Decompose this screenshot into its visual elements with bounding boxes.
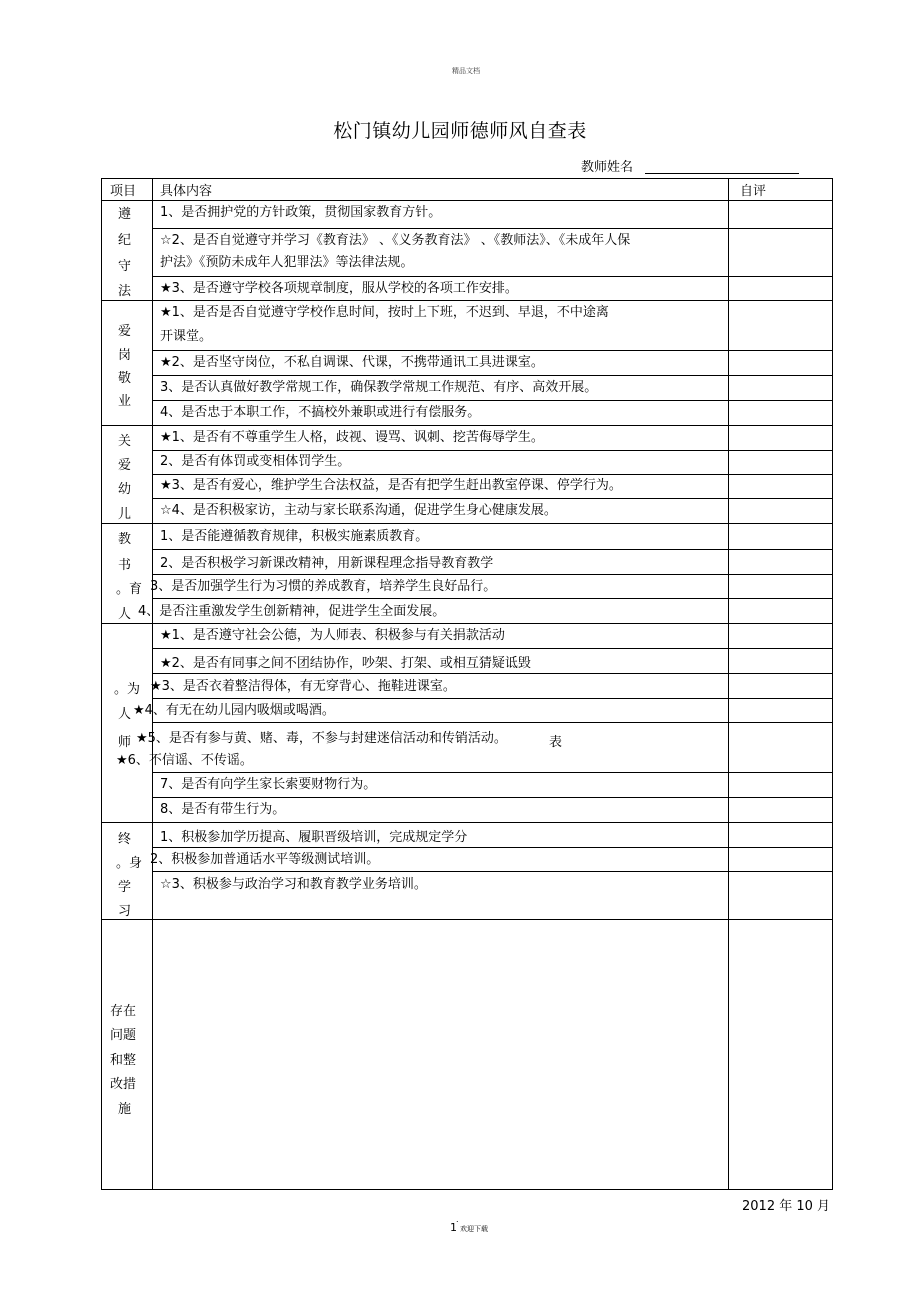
project-char: 岗 xyxy=(118,348,132,363)
content-item: ★1、是否有不尊重学生人格，歧视、谩骂、讽刺、挖苦侮辱学生。 xyxy=(160,430,544,445)
project-char: 敬 xyxy=(118,371,132,386)
project-char: 改措 xyxy=(110,1077,137,1092)
content-item: ★1、是否是否自觉遵守学校作息时间，按时上下班，不迟到、早退，不中途离 xyxy=(160,305,609,320)
project-char: 习 xyxy=(118,904,132,919)
table-row-line xyxy=(152,772,832,773)
project-char: 人 xyxy=(118,607,132,622)
table-row-line xyxy=(152,871,832,872)
table-row-line xyxy=(101,425,832,426)
content-item: ☆2、是否自觉遵守并学习《教育法》 、《义务教育法》 、《教师法》、《未成年人保 xyxy=(160,233,631,248)
table-row-line xyxy=(152,450,832,451)
content-item: ★5、是否有参与黄、赌、毒，不参与封建迷信活动和传销活动。 xyxy=(136,731,507,746)
project-char: 儿 xyxy=(118,507,132,522)
project-char: 施 xyxy=(118,1102,132,1117)
project-char: 终 xyxy=(118,832,132,847)
content-item: 2、是否积极学习新课改精神，用新课程理念指导教育教学 xyxy=(160,556,494,571)
header-tag: 精品文档 xyxy=(452,67,480,75)
content-item: ☆4、是否积极家访，主动与家长联系沟通，促进学生身心健康发展。 xyxy=(160,503,557,518)
project-char: 关 xyxy=(118,434,132,449)
page-note: 欢迎下载 xyxy=(460,1225,488,1233)
table-row-line xyxy=(152,847,832,848)
table-row-line xyxy=(152,350,832,351)
content-item: 2、积极参加普通话水平等级测试培训。 xyxy=(150,852,380,867)
table-border-right xyxy=(832,178,833,1190)
col-header-project: 项目 xyxy=(110,184,137,199)
table-row-line xyxy=(152,474,832,475)
content-item: ★6、不信谣、不传谣。 xyxy=(116,753,253,768)
page-number: 1 xyxy=(450,1221,457,1234)
project-char: 学 xyxy=(118,880,132,895)
content-item: ★2、是否坚守岗位，不私自调课、代课，不携带通讯工具进课室。 xyxy=(160,355,544,370)
content-item: 2、是否有体罚或变相体罚学生。 xyxy=(160,454,351,469)
table-border-top xyxy=(101,178,832,179)
project-char: 师 xyxy=(118,735,132,750)
content-item: 4、是否忠于本职工作，不搞校外兼职或进行有偿服务。 xyxy=(160,405,481,420)
table-row-line xyxy=(101,623,832,624)
table-row-line xyxy=(101,200,832,201)
table-row-line xyxy=(152,797,832,798)
project-char: 存在 xyxy=(110,1004,137,1019)
footer-dot: . xyxy=(456,1215,459,1224)
table-row-line xyxy=(101,919,832,920)
content-item: 4、是否注重激发学生创新精神，促进学生全面发展。 xyxy=(138,604,446,619)
footer-date: 2012 年 10 月 xyxy=(742,1199,831,1214)
project-char: 书 xyxy=(118,558,132,573)
table-row-line xyxy=(152,673,832,674)
content-item: ★2、是否有同事之间不团结协作，吵架、打架、或相互猜疑诋毁 xyxy=(160,656,531,671)
page-title: 松门镇幼儿园师德师风自查表 xyxy=(333,120,587,142)
table-row-line xyxy=(152,228,832,229)
project-char: 。育 xyxy=(116,582,143,597)
table-divider-eval xyxy=(728,178,729,1190)
table-row-line xyxy=(152,574,832,575)
table-row-line xyxy=(101,523,832,524)
project-char: 爱 xyxy=(118,458,132,473)
table-row-line xyxy=(152,598,832,599)
content-item: ★3、是否遵守学校各项规章制度，服从学校的各项工作安排。 xyxy=(160,281,518,296)
content-item: 7、是否有向学生家长索要财物行为。 xyxy=(160,777,377,792)
project-char: 守 xyxy=(118,259,132,274)
content-item: 1、积极参加学历提高、履职晋级培训，完成规定学分 xyxy=(160,830,468,845)
col-header-eval: 自评 xyxy=(740,184,767,199)
footer-page xyxy=(450,1221,488,1234)
content-item: 1、是否能遵循教育规律，积极实施素质教育。 xyxy=(160,529,429,544)
project-char: 和整 xyxy=(110,1053,137,1068)
project-char: 表 xyxy=(549,735,563,750)
project-char: 。为 xyxy=(114,682,141,697)
content-item: 开课堂。 xyxy=(160,329,213,344)
table-row-line xyxy=(152,375,832,376)
table-row-line xyxy=(152,549,832,550)
content-item: 3、是否加强学生行为习惯的养成教育，培养学生良好品行。 xyxy=(150,579,497,594)
teacher-name-field[interactable] xyxy=(645,173,799,174)
content-item: ★3、是否衣着整洁得体，有无穿背心、拖鞋进课室。 xyxy=(150,679,456,694)
project-char: 纪 xyxy=(118,233,132,248)
project-char: 爱 xyxy=(118,324,132,339)
teacher-name-label: 教师姓名 xyxy=(581,160,634,175)
project-char: 遵 xyxy=(118,207,132,222)
content-item: ★3、是否有爱心，维护学生合法权益，是否有把学生赶出教室停课、停学行为。 xyxy=(160,478,622,493)
content-item: ★4、有无在幼儿园内吸烟或喝酒。 xyxy=(133,703,335,718)
content-item: 护法》《预防未成年人犯罪法》等法律法规。 xyxy=(160,255,414,270)
col-header-content: 具体内容 xyxy=(160,184,213,199)
project-char: 问题 xyxy=(110,1028,137,1043)
table-row-line xyxy=(152,698,832,699)
project-char: 幼 xyxy=(118,482,132,497)
table-row-line xyxy=(152,276,832,277)
table-row-line xyxy=(101,822,832,823)
content-item: 1、是否拥护党的方针政策，贯彻国家教育方针。 xyxy=(160,205,442,220)
table-row-line xyxy=(152,400,832,401)
project-char: 法 xyxy=(118,284,132,299)
table-row-line xyxy=(152,648,832,649)
table-row-line xyxy=(152,498,832,499)
table-row-line xyxy=(152,722,832,723)
project-char: 人 xyxy=(118,707,132,722)
table-border-left xyxy=(101,178,102,1190)
content-item: ★1、是否遵守社会公德，为人师表、积极参与有关捐款活动 xyxy=(160,628,505,643)
project-char: 业 xyxy=(118,394,132,409)
content-item: 8、是否有带生行为。 xyxy=(160,802,286,817)
project-char: 教 xyxy=(118,532,132,547)
content-item: ☆3、积极参与政治学习和教育教学业务培训。 xyxy=(160,877,427,892)
table-border-bottom xyxy=(101,1189,832,1190)
table-row-line xyxy=(101,300,832,301)
content-item: 3、是否认真做好教学常规工作，确保教学常规工作规范、有序、高效开展。 xyxy=(160,380,598,395)
project-char: 。身 xyxy=(116,856,143,871)
